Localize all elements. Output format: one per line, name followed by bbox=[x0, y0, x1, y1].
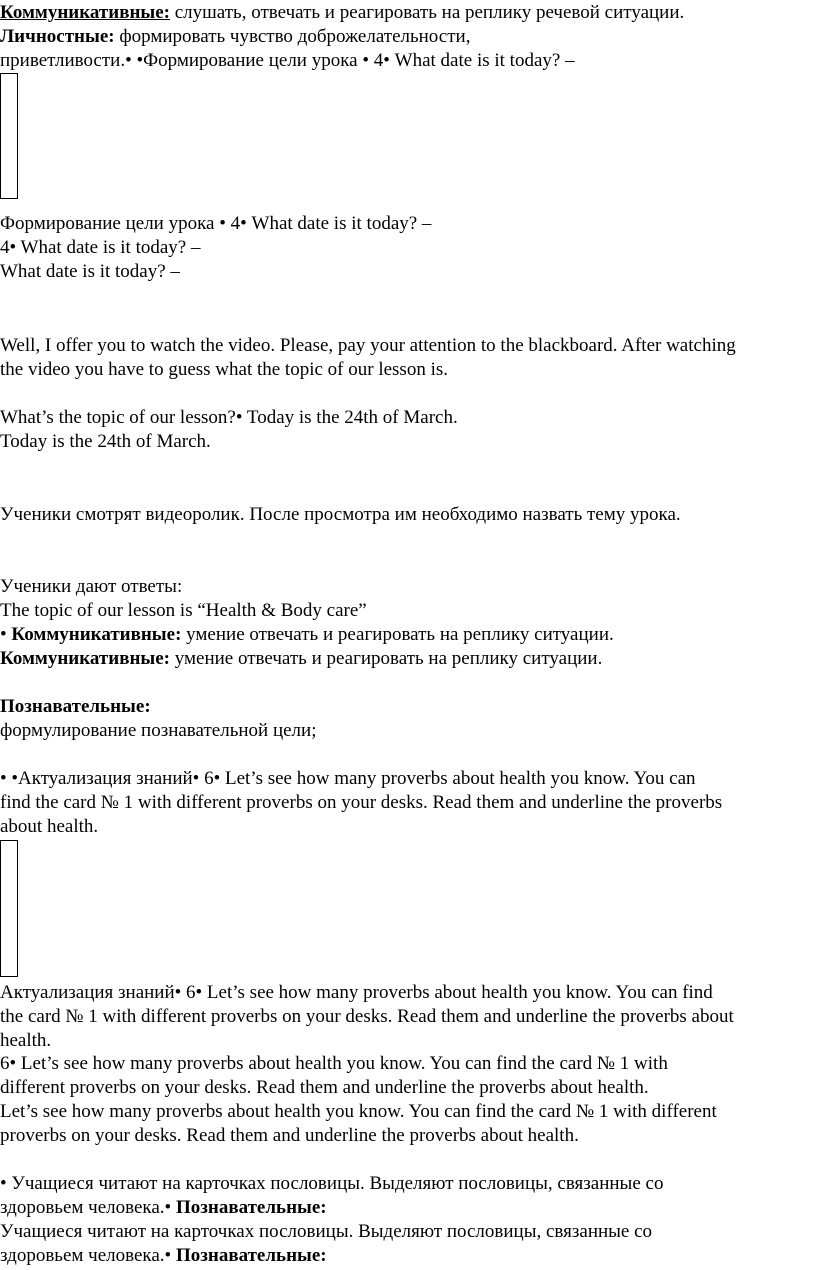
text-line: приветливости.• •Формирование цели урока • 4• What date is it today? – bbox=[0, 50, 575, 71]
text-line-cognitive bbox=[0, 1196, 327, 1220]
text-line: the card № 1 with different proverbs on your desks. Read them and underline the proverbs about bbox=[0, 1006, 734, 1027]
line-text: слушать, отвечать и реагировать на реплику речевой ситуации. bbox=[170, 2, 685, 23]
text-line: What date is it today? – bbox=[0, 261, 180, 282]
label-communicative: Коммуникативные: bbox=[0, 2, 170, 23]
text-line: Today is the 24th of March. bbox=[0, 431, 211, 452]
text-line: 4• What date is it today? – bbox=[0, 237, 201, 258]
text-line: 6• Let’s see how many proverbs about health you know. You can find the card № 1 with bbox=[0, 1053, 668, 1074]
text-line: the video you have to guess what the topic of our lesson is. bbox=[0, 359, 449, 380]
text-line: Let’s see how many proverbs about health you know. You can find the card № 1 with different bbox=[0, 1101, 717, 1122]
text-line: Ученики смотрят видеоролик. После просмотра им необходимо назвать тему урока. bbox=[0, 504, 681, 525]
label-cognitive: Познавательные: bbox=[175, 1245, 327, 1266]
line-text: здоровьем человека.• bbox=[0, 1245, 176, 1266]
text-line-cognitive bbox=[0, 1244, 327, 1268]
text-line: What’s the topic of our lesson?• Today is the 24th of March. bbox=[0, 407, 458, 428]
text-line: • Учащиеся читают на карточках пословицы. Выделяют пословицы, связанные со bbox=[0, 1173, 664, 1194]
text-line: Учащиеся читают на карточках пословицы. Выделяют пословицы, связанные со bbox=[0, 1221, 653, 1242]
text-line: • •Актуализация знаний• 6• Let’s see how many proverbs about health you know. You can bbox=[0, 768, 696, 789]
empty-frame bbox=[0, 73, 18, 199]
label-communicative: Коммуникативные: bbox=[0, 648, 170, 669]
label-cognitive: Познавательные: bbox=[175, 1197, 327, 1218]
text-line: Формирование цели урока • 4• What date is it today? – bbox=[0, 213, 432, 234]
line-text: умение отвечать и реагировать на реплику ситуации. bbox=[181, 624, 614, 645]
text-line: The topic of our lesson is “Health & Body care” bbox=[0, 600, 367, 621]
label-communicative: Коммуникативные: bbox=[11, 624, 182, 645]
text-line: different proverbs on your desks. Read them and underline the proverbs about health. bbox=[0, 1077, 649, 1098]
bullet: • bbox=[0, 624, 12, 645]
text-line: about health. bbox=[0, 816, 99, 837]
text-line: find the card № 1 with different proverbs on your desks. Read them and underline the proverbs bbox=[0, 792, 723, 813]
line-text: умение отвечать и реагировать на реплику ситуации. bbox=[170, 648, 603, 669]
text-line: Ученики дают ответы: bbox=[0, 576, 183, 597]
text-line: proverbs on your desks. Read them and underline the proverbs about health. bbox=[0, 1125, 579, 1146]
text-line-communicative-skill bbox=[0, 647, 602, 671]
text-line-communicative-goal bbox=[0, 1, 684, 25]
text-line: Актуализация знаний• 6• Let’s see how many proverbs about health you know. You can find bbox=[0, 982, 713, 1003]
line-text: формировать чувство доброжелательности, bbox=[114, 26, 471, 47]
label-cognitive: Познавательные: bbox=[0, 696, 151, 717]
text-line: health. bbox=[0, 1030, 52, 1051]
text-line: Well, I offer you to watch the video. Please, pay your attention to the blackboard. After watching bbox=[0, 335, 736, 356]
text-line-communicative-skill bbox=[0, 623, 614, 647]
line-text: здоровьем человека.• bbox=[0, 1197, 176, 1218]
text-line-personal-goal bbox=[0, 25, 470, 49]
empty-frame bbox=[0, 840, 18, 977]
label-personal: Личностные: bbox=[0, 26, 115, 47]
text-line: формулирование познавательной цели; bbox=[0, 720, 317, 741]
